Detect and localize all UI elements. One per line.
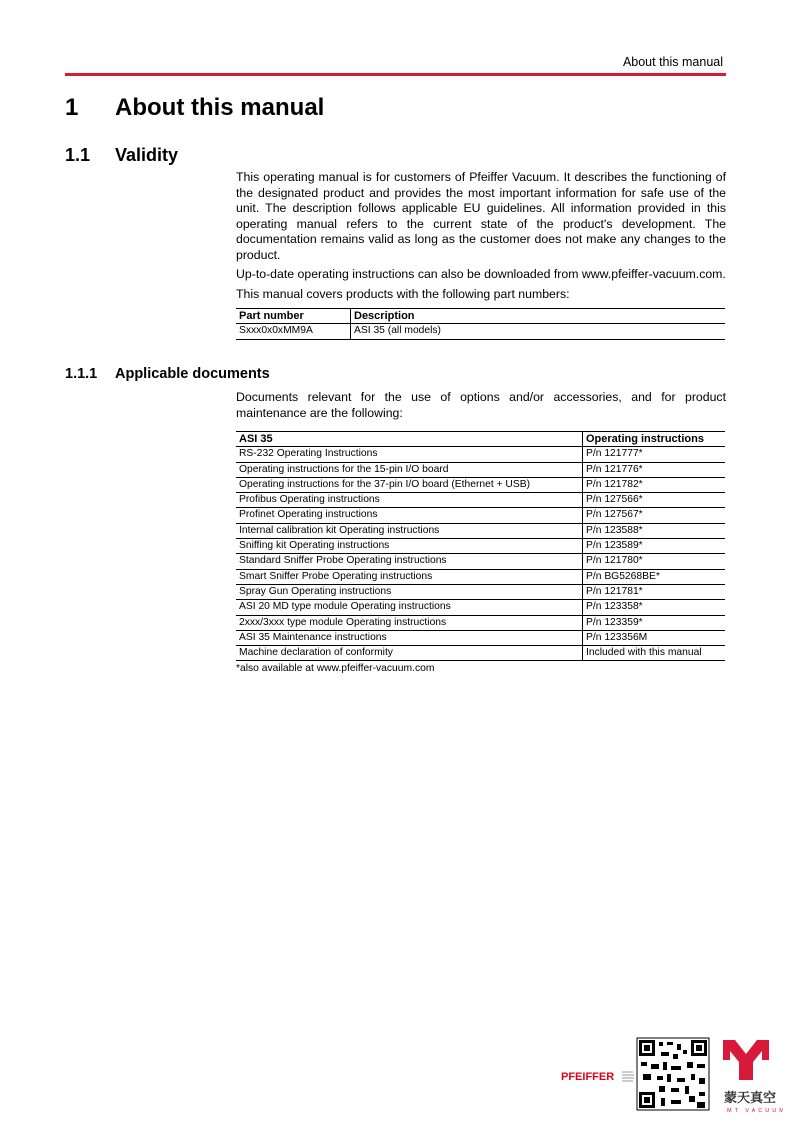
table-row [236,447,725,462]
document-number-cell: P/n 121782* [583,477,726,492]
part-number-table [236,308,725,340]
pfeiffer-logo: PFEIFFER [561,1071,615,1083]
qr-code-icon [637,1038,709,1110]
running-header: About this manual [622,55,723,69]
document-name-cell: Spray Gun Operating instructions [236,584,583,599]
document-name-cell: Operating instructions for the 15-pin I/O board [236,462,583,477]
documents-table [236,431,725,661]
document-number-cell: P/n 121776* [583,462,726,477]
document-name-cell: Internal calibration kit Operating instructions [236,523,583,538]
document-name-cell: ASI 35 Maintenance instructions [236,630,583,645]
validity-body [236,170,726,340]
table-cell: ASI 35 (all models) [351,324,726,339]
document-name-cell: Profibus Operating instructions [236,493,583,508]
table-row [236,539,725,554]
table-cell: Sxxx0x0xMM9A [236,324,351,339]
footnote: *also available at www.pfeiffer-vacuum.com [236,663,435,675]
document-name-cell: RS-232 Operating Instructions [236,447,583,462]
document-number-cell: P/n 123358* [583,600,726,615]
mt-logo-cn: 蒙天真空 [724,1091,777,1106]
document-name-cell: Smart Sniffer Probe Operating instructions [236,569,583,584]
subsection-title: Applicable documents [115,366,270,382]
table-row [236,584,725,599]
mt-logo-en: MT VACUUM [727,1108,783,1114]
footer-logos [543,1034,783,1114]
table-row [236,508,725,523]
subsection-heading [65,366,270,382]
document-number-cell: P/n 123359* [583,615,726,630]
document-number-cell: P/n 121781* [583,584,726,599]
section-number: 1.1 [65,145,91,165]
subsection-number: 1.1.1 [65,366,98,382]
document-number-cell: P/n 123588* [583,523,726,538]
table-header: Operating instructions [583,432,726,447]
document-number-cell: P/n 127566* [583,493,726,508]
table-row [236,615,725,630]
document-name-cell: 2xxx/3xxx type module Operating instructions [236,615,583,630]
table-header: Part number [236,309,351,324]
document-number-cell: Included with this manual [583,646,726,661]
document-number-cell: P/n 123356M [583,630,726,645]
header-rule [65,73,726,76]
table-row [236,569,725,584]
chapter-number: 1 [65,94,79,121]
table-row [236,630,725,645]
mt-vacuum-logo-icon [723,1040,769,1080]
applicable-intro: Documents relevant for the use of options and/or accessories, and for product maintenance are the following: [236,390,726,420]
validity-paragraph: This manual covers products with the following part numbers: [236,286,570,301]
document-number-cell: P/n 123589* [583,539,726,554]
applicable-body [236,390,726,677]
chapter-heading [65,94,324,122]
pfeiffer-mark-icon [622,1072,634,1081]
section-heading [65,145,178,166]
document-number-cell: P/n BG5268BE* [583,569,726,584]
table-row [236,324,725,339]
chapter-title: About this manual [115,94,325,121]
document-name-cell: Operating instructions for the 37-pin I/O board (Ethernet + USB) [236,477,583,492]
table-row [236,600,725,615]
table-row [236,554,725,569]
document-name-cell: ASI 20 MD type module Operating instructions [236,600,583,615]
validity-paragraph: This operating manual is for customers of Pfeiffer Vacuum. It describes the functioning of the designated product and provides the most important information for safe use of the unit. The description follows applicable EU guidelines. All information provided in this operating manual refers to the current state of the product's development. The documentation remains valid as long as the customer does not make any changes to the product. [236,170,726,262]
table-row [236,646,725,661]
table-row [236,523,725,538]
document-number-cell: P/n 121780* [583,554,726,569]
table-header: Description [351,309,726,324]
document-number-cell: P/n 121777* [583,447,726,462]
document-name-cell: Machine declaration of conformity [236,646,583,661]
table-row [236,462,725,477]
validity-paragraph: Up-to-date operating instructions can also be downloaded from www.pfeiffer-vacuum.com. [236,267,726,281]
section-title: Validity [115,145,179,165]
document-number-cell: P/n 127567* [583,508,726,523]
table-row [236,477,725,492]
footer-logo-graphic [543,1034,783,1114]
document-name-cell: Standard Sniffer Probe Operating instructions [236,554,583,569]
table-header: ASI 35 [236,432,583,447]
table-row [236,493,725,508]
document-name-cell: Sniffing kit Operating instructions [236,539,583,554]
document-name-cell: Profinet Operating instructions [236,508,583,523]
